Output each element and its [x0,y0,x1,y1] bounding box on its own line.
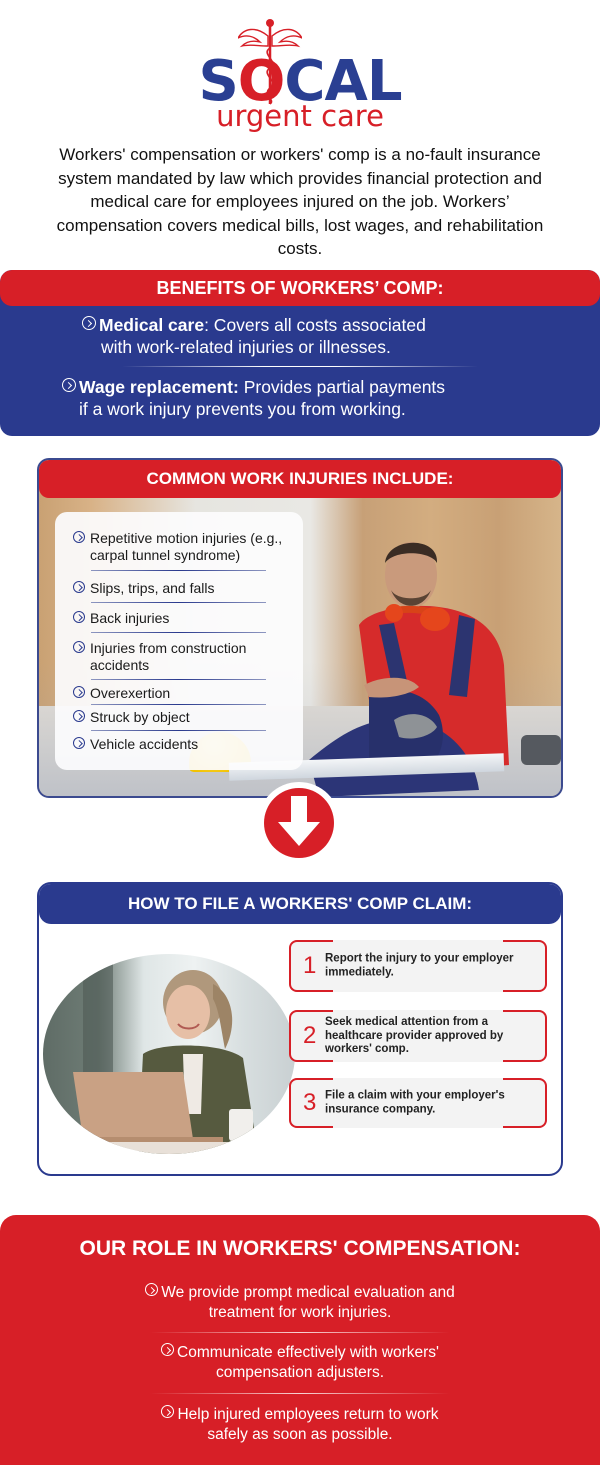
role-item: We provide prompt medical evaluation and treatment for work injuries. [100,1283,500,1323]
chevron-circle-icon [145,1283,158,1296]
woman-on-laptop-photo [43,954,295,1154]
our-role-section [0,1215,600,1465]
injuries-title: COMMON WORK INJURIES INCLUDE: [39,460,561,498]
chevron-circle-icon [73,686,85,698]
chevron-circle-icon [161,1405,174,1418]
file-claim-section [37,882,563,1176]
file-claim-title: HOW TO FILE A WORKERS' COMP CLAIM: [39,884,561,924]
benefit-item-medical-care: Medical care: Covers all costs associated with work-related injuries or illnesses. [82,314,522,358]
chevron-circle-icon [73,531,85,543]
logo [0,10,600,133]
chevron-circle-icon [62,378,76,392]
benefits-section [0,270,600,436]
divider [91,730,266,731]
divider [91,632,266,633]
chevron-circle-icon [73,737,85,749]
chevron-circle-icon [161,1343,174,1356]
role-title: OUR ROLE IN WORKERS' COMPENSATION: [79,1237,521,1260]
divider [91,570,266,571]
chevron-circle-icon [73,710,85,722]
injury-item: Struck by object [73,709,299,726]
role-item: Communicate effectively with workers' compensation adjusters. [100,1343,500,1383]
step-number: 1 [303,952,317,979]
claim-step-2 [289,1010,547,1062]
injury-item: Repetitive motion injuries (e.g., carpal tunnel syndrome) [73,530,299,564]
step-text: Report the injury to your employer immediately. [325,952,514,978]
arrow-down-badge [258,782,340,864]
step-text: File a claim with your employer's insurance company. [325,1089,505,1115]
divider [91,679,266,680]
chevron-circle-icon [73,611,85,623]
divider [150,1332,450,1333]
injury-item: Injuries from construction accidents [73,640,299,674]
claim-step-3 [289,1078,547,1128]
common-injuries-section [37,458,563,798]
arrow-down-icon [264,788,334,858]
injury-item: Overexertion [73,685,299,702]
brand-wordmark: SOCAL [198,49,402,114]
step-number: 3 [303,1089,317,1116]
divider [91,704,266,705]
benefit-item-wage-replacement: Wage replacement: Provides partial payments if a work injury prevents you from working. [62,376,532,420]
claim-step-1 [289,940,547,992]
step-text: Seek medical attention from a healthcare provider approved by workers' comp. [325,1015,504,1055]
injury-item: Slips, trips, and falls [73,580,299,597]
step-number: 2 [303,1022,317,1049]
divider [91,602,266,603]
injuries-list-panel [55,512,303,770]
benefits-title: BENEFITS OF WORKERS’ COMP: [0,270,600,306]
chevron-circle-icon [82,316,96,330]
divider [122,366,478,367]
intro-paragraph: Workers' compensation or workers' comp is a no-fault insurance system mandated by law which provides financial protection and medical care for employees injured on the job. Workers’ compensation covers medical bills, lost wages, and rehabilitation costs. [56,145,544,259]
divider [150,1393,450,1394]
injured-worker-photo [299,515,563,797]
injury-item: Vehicle accidents [73,736,299,753]
chevron-circle-icon [73,641,85,653]
role-item: Help injured employees return to work safely as soon as possible. [100,1405,500,1445]
brand-subtitle: urgent care [216,99,384,133]
injury-item: Back injuries [73,610,299,627]
chevron-circle-icon [73,581,85,593]
